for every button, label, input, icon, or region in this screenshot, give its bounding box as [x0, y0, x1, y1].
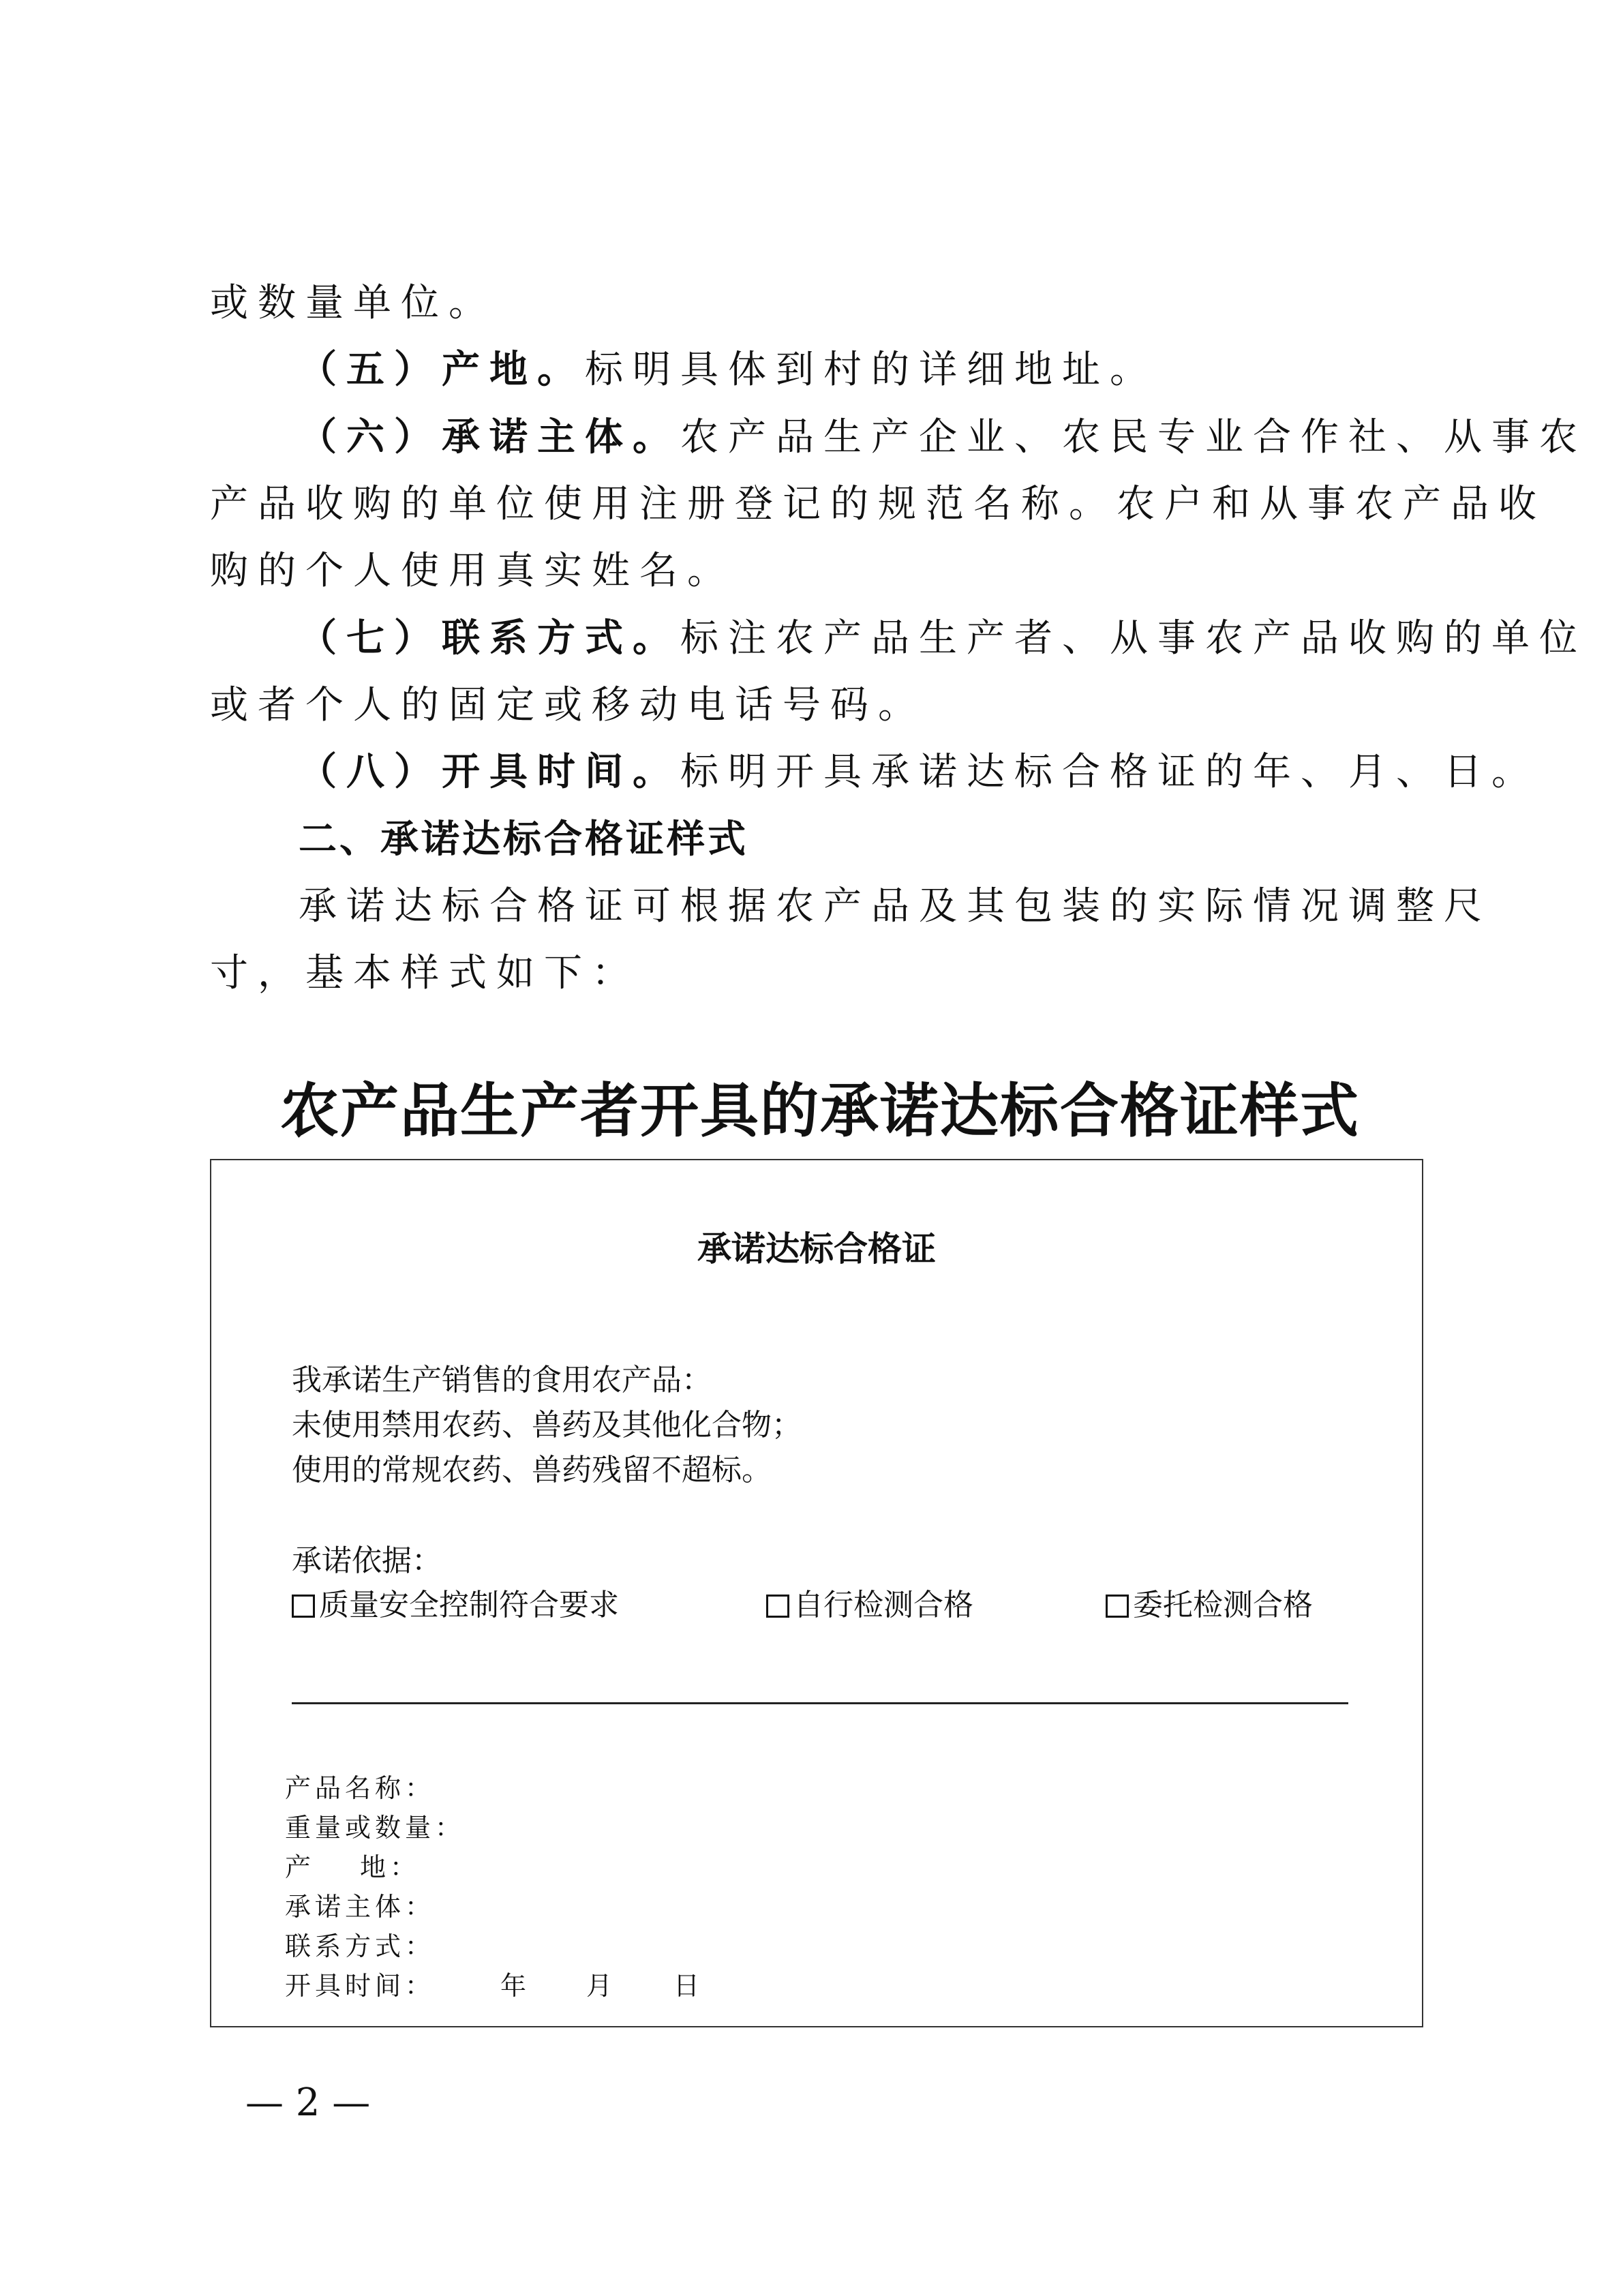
- body-line: [299, 404, 1587, 472]
- checkbox-label: 质量安全控制符合要求: [319, 1588, 619, 1622]
- field-issue-time: 开具时间：: [285, 1971, 436, 2001]
- body-text: 寸，基本样式如下：: [210, 951, 639, 995]
- body-text: 标明具体到村的详细地址。: [585, 348, 1157, 392]
- body-line: [299, 336, 1430, 404]
- sample-title: 农产品生产者开具的承诺达标合格证样式: [280, 1076, 1360, 1145]
- body-text: 标注农产品生产者、从事农产品收购的单位: [680, 616, 1587, 661]
- section-heading: [299, 806, 1430, 874]
- field-origin-part: 产: [285, 1852, 316, 1882]
- divider: [292, 1702, 1348, 1704]
- field-origin-part: 地：: [360, 1852, 421, 1882]
- field-subject: 承诺主体：: [285, 1892, 436, 1922]
- body-line: [299, 738, 1539, 806]
- pledge-line: 使用的常规农药、兽药残留不超标。: [292, 1453, 772, 1487]
- body-text: 或者个人的固定或移动电话号码。: [210, 683, 926, 727]
- basis-option-self-test[interactable]: [766, 1583, 973, 1628]
- page-number: — 2 —: [245, 2081, 371, 2125]
- body-text: 购的个人使用真实姓名。: [210, 549, 735, 593]
- body-line: [299, 873, 1491, 941]
- section-label: （七）联系方式。: [299, 616, 680, 661]
- section-label: （八）开具时间。: [299, 750, 680, 794]
- certificate-title: 承诺达标合格证: [697, 1229, 936, 1269]
- body-line: [210, 671, 1430, 740]
- body-text: 承诺达标合格证可根据农产品及其包装的实际情况调整尺: [299, 884, 1491, 928]
- body-text: 产品收购的单位使用注册登记的规范名称。农户和从事农产品收: [210, 482, 1546, 526]
- section-label: （六）承诺主体。: [299, 415, 680, 459]
- checkbox[interactable]: [292, 1595, 315, 1618]
- date-month: 月: [586, 1971, 613, 2001]
- body-line: [210, 269, 1430, 337]
- checkbox[interactable]: [1106, 1595, 1129, 1618]
- pledge-line: 未使用禁用农药、兽药及其他化合物；: [292, 1408, 802, 1442]
- body-text: 标明开具承诺达标合格证的年、月、日。: [680, 750, 1539, 794]
- basis-label: 承诺依据：: [292, 1543, 442, 1578]
- field-contact: 联系方式：: [285, 1931, 436, 1961]
- checkbox-label: 自行检测合格: [793, 1588, 973, 1622]
- section-label: （五）产地。: [299, 348, 585, 392]
- body-line: [210, 939, 1430, 1008]
- field-origin: [285, 1847, 420, 1887]
- heading-text: 二、承诺达标合格证样式: [299, 817, 748, 862]
- date-year: 年: [500, 1971, 527, 2001]
- body-text: 农产品生产企业、农民专业合作社、从事农: [680, 415, 1587, 459]
- date-day: 日: [673, 1971, 700, 2001]
- body-text: 或数量单位。: [210, 281, 496, 325]
- field-product-name: 产品名称：: [285, 1773, 436, 1803]
- body-line: [210, 537, 1430, 605]
- body-line: [299, 605, 1587, 673]
- basis-option-quality-control[interactable]: [292, 1583, 619, 1628]
- basis-option-entrusted-test[interactable]: [1106, 1583, 1313, 1628]
- checkbox[interactable]: [766, 1595, 789, 1618]
- field-weight-qty: 重量或数量：: [285, 1813, 466, 1843]
- certificate-sample: [210, 1159, 1423, 2027]
- checkbox-label: 委托检测合格: [1133, 1588, 1313, 1622]
- body-line: [210, 470, 1546, 539]
- pledge-line: 我承诺生产销售的食用农产品：: [292, 1363, 712, 1398]
